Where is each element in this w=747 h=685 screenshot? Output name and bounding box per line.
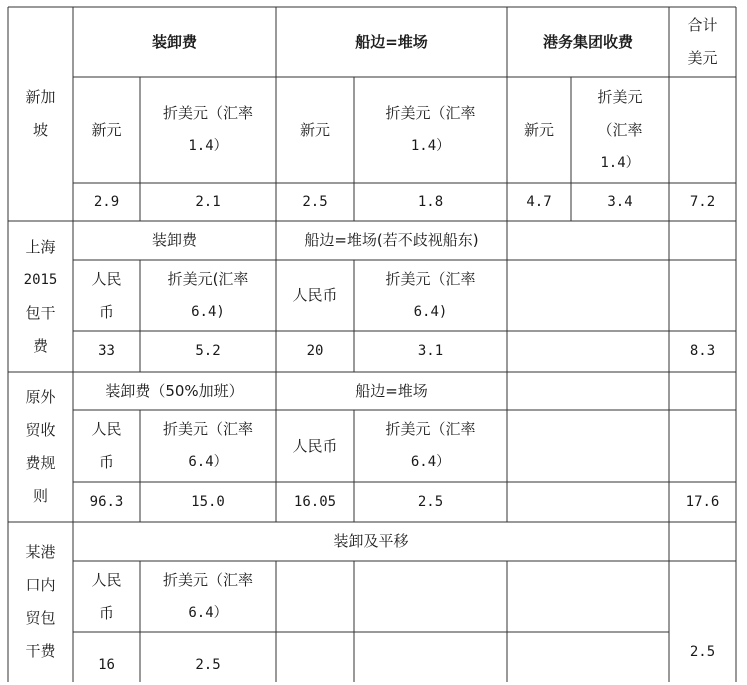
- sub-header-sgd: 新元: [523, 120, 554, 139]
- header-ship-yard: 船边=堆场: [355, 32, 428, 51]
- sub-header-rmb: 人民币: [292, 436, 338, 455]
- sub-header-usd-rate: 折美元 （汇率 1.4）: [597, 87, 643, 171]
- table-cell: 96.3: [89, 493, 124, 510]
- header-loading-fee: 装卸费: [151, 231, 197, 249]
- table-cell-total: 7.2: [689, 193, 716, 210]
- sub-header-rmb: 人民 币: [91, 269, 122, 321]
- table-cell: 20: [306, 343, 324, 359]
- sub-header-sgd: 新元: [299, 120, 330, 139]
- row-label-foreign-trade: 原外 贸收 费规 则: [25, 388, 56, 505]
- sub-header-usd-rate: 折美元(汇率 6.4): [167, 269, 249, 320]
- header-ship-yard: 船边=堆场: [355, 381, 428, 400]
- sub-header-sgd: 新元: [91, 120, 122, 139]
- table-cell: 2.1: [195, 193, 221, 210]
- sub-header-usd-rate: 折美元（汇率 6.4）: [162, 420, 253, 470]
- table-cell: 4.7: [526, 193, 552, 210]
- table-cell: 33: [98, 343, 115, 359]
- sub-header-rmb: 人民 币: [91, 420, 122, 471]
- sub-header-usd-rate: 折美元（汇率 6.4）: [162, 570, 253, 621]
- sub-header-usd-rate: 折美元（汇率 1.4）: [385, 104, 476, 154]
- header-loading-fee-overtime: 装卸费（50%加班）: [105, 381, 244, 400]
- sub-header-rmb: 人民 币: [91, 570, 122, 622]
- table-cell: 5.2: [195, 343, 221, 359]
- table-cell-total: 8.3: [689, 343, 716, 359]
- table-cell-total: 17.6: [685, 493, 720, 510]
- table-cell: 3.4: [607, 193, 633, 210]
- table-cell: 15.0: [191, 493, 225, 510]
- table-cell: 1.8: [417, 193, 444, 210]
- table-cell: 2.5: [302, 193, 328, 210]
- header-loading-and-shifting: 装卸及平移: [333, 532, 409, 550]
- sub-header-usd-rate: 折美元（汇率 6.4）: [385, 420, 476, 470]
- table-cell: 3.1: [417, 343, 444, 359]
- table-cell: 2.5: [417, 493, 444, 510]
- sub-header-usd-rate: 折美元（汇率 1.4）: [162, 104, 253, 154]
- row-label-shanghai: 上海 2015 包干 费: [23, 237, 58, 355]
- row-label-domestic-port: 某港 口内 贸包 干费: [25, 543, 56, 660]
- header-port-group-fee: 港务集团收费: [542, 32, 633, 51]
- header-ship-yard: 船边=堆场(若不歧视船东): [304, 231, 479, 249]
- table-cell: 16.05: [293, 493, 337, 510]
- table-cell-total: 2.5: [689, 643, 716, 660]
- header-loading-fee: 装卸费: [151, 32, 197, 51]
- header-total-usd: 合计 美元: [687, 16, 718, 67]
- sub-header-usd-rate: 折美元（汇率 6.4): [385, 269, 476, 320]
- table-cell: 16: [98, 656, 115, 673]
- table-cell: 2.5: [195, 656, 221, 673]
- table-cell: 2.9: [93, 193, 120, 210]
- row-label-singapore: 新加 坡: [25, 88, 56, 139]
- sub-header-rmb: 人民币: [292, 286, 338, 304]
